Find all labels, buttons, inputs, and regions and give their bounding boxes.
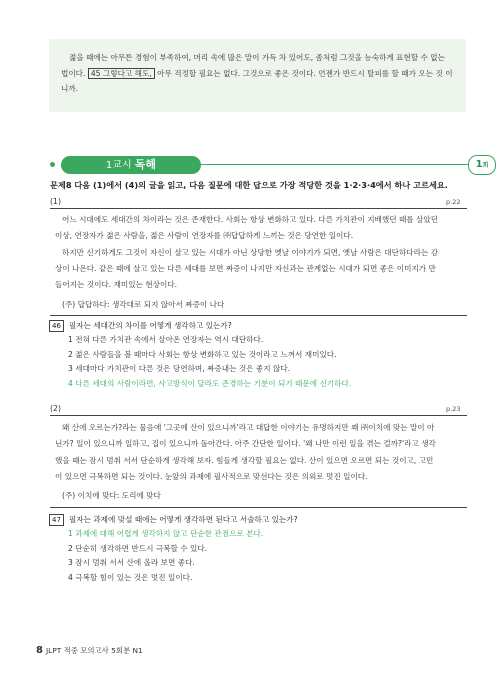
question-47-number: 47: [49, 514, 64, 526]
passage-2-top-rule: [50, 415, 467, 416]
section-pill-bold: 독해: [134, 158, 157, 171]
passage-2-line: 닌가? 일이 있으니까 일하고, 집이 있으니까 돌아간다. 아주 간단한 일이다. '왜 나만 이런 일을 겪는 걸까?'라고 생각: [55, 439, 436, 449]
passage-2-page: p.23: [446, 405, 461, 413]
choice-46-3[interactable]: 3 세대마다 가치관이 다른 것은 당연하며, 짜증내는 것은 좋지 않다.: [68, 364, 291, 374]
passage-1-label: (1): [50, 197, 62, 206]
choice-47-1-answer[interactable]: 1 과제에 대해 어렵게 생각하지 않고 단순한 관점으로 본다.: [68, 529, 264, 538]
question-header: 문제8 다음 (1)에서 (4)의 글을 읽고, 다음 질문에 대한 답으로 가장 적당한 것을 1·2·3·4에서 하나 고르세요.: [50, 180, 448, 190]
passage-1-line: 어느 시대에도 세대간의 차이라는 것은 존재한다. 사회는 항상 변화하고 있다. 다른 가치관이 지배했던 때를 살았던: [62, 215, 439, 224]
question-47-text: 필자는 과제에 맞설 때에는 어떻게 생각하면 된다고 서술하고 있는가?: [68, 515, 298, 524]
section-pill: [61, 156, 201, 174]
question-46-choices: [68, 333, 351, 392]
passage-2-note: (주) 이치에 맞다: 도리에 맞다: [62, 491, 161, 500]
passage-2-body: [55, 420, 465, 485]
passage-1-line: 하지만 신기하게도 그것이 자신이 살고 있는 시대가 아닌 상당한 옛날 이야기가 되면, 옛날 사람은 대단하다라는 감: [62, 247, 439, 257]
passage-2-bottom-rule: [50, 507, 467, 508]
passage-1-line: 들어지는 것이다. 재미있는 현상이다.: [55, 280, 178, 290]
passage-1-page: p.22: [446, 198, 461, 206]
passage-1-body: [55, 212, 465, 293]
intro-paragraph-box: [49, 39, 466, 112]
section-divider: [200, 164, 470, 165]
page-footer: [36, 645, 143, 656]
bullet-dot-icon: [50, 162, 55, 167]
choice-46-2[interactable]: 2 젊은 사람들을 볼 때마다 사회는 항상 변화하고 있는 것이라고 느껴서 재미있다.: [68, 349, 337, 359]
question-46: [49, 320, 232, 332]
choice-46-1[interactable]: 1 전혀 다른 가치관 속에서 살아온 연장자는 역시 대단하다.: [68, 335, 264, 344]
round-badge-num: 1: [475, 159, 483, 170]
choice-46-4-answer[interactable]: 4 다른 세대의 사람이라면, 사고방식이 달라도 존경하는 기분이 되기 때문에 신기하다.: [68, 379, 352, 389]
passage-1-top-rule: [50, 208, 467, 209]
section-header: [50, 155, 489, 175]
passage-1-line: 상이 나온다. 같은 때에 살고 있는 다른 세대를 보면 짜증이 나지만 자신과는 관계없는 시대가 되면 좋은 이미지가 만: [55, 263, 436, 273]
blank-45-box: 45 그렇다고 해도,: [88, 68, 155, 79]
question-47-choices: [68, 527, 263, 586]
footer-title: JLPT 적중 모의고사 5회분 N1: [45, 646, 143, 655]
passage-2-line: 왜 산에 오르는가?라는 물음에 '그곳에 산이 있으니까'라고 대답한 이야기는 유명하지만 꽤 ㈜이치에 맞는 말이 아: [62, 423, 435, 432]
intro-line-2-post: 아무 걱정할 필요는 없다. 그것으로 좋은 것이다. 언젠가 반드시 탈피를 할 때가 오는 것: [154, 68, 443, 78]
choice-47-3[interactable]: 3 잠시 멈춰 서서 산에 올라 보면 좋다.: [68, 558, 195, 568]
passage-2-label: (2): [50, 404, 62, 413]
question-47: [49, 514, 298, 526]
round-badge: [468, 155, 496, 175]
passage-1-note: (주) 답답하다: 생각대로 되지 않아서 짜증이 나다: [62, 300, 225, 309]
footer-page-number: 8: [36, 645, 43, 656]
choice-47-4[interactable]: 4 극복할 힘이 있는 것은 멋진 일이다.: [68, 573, 193, 583]
passage-2-line: 이 있으면 극복하면 되는 것이다. 눈앞의 과제에 필사적으로 맞선다는 것은 의외로 멋진 일이다.: [55, 471, 368, 481]
question-46-number: 46: [49, 320, 64, 332]
passage-2-line: 했을 때는 잠시 멈춰 서서 단순하게 생각해 보자. 힘들게 생각할 필요는 없다. 산이 있으면 오르면 되는 것이고, 고민: [55, 455, 434, 465]
choice-47-2[interactable]: 2 단순히 생각하면 반드시 극복할 수 있다.: [68, 543, 208, 553]
intro-line-2-pre: 법이다.: [61, 68, 88, 78]
passage-1-line: 이상, 연장자가 젊은 사람을, 젊은 사람이 연장자를 ㈜답답하게 느끼는 것은 당연한 일이다.: [55, 231, 354, 241]
question-46-text: 필자는 세대간의 차이를 어떻게 생각하고 있는가?: [68, 321, 232, 330]
round-badge-suffix: 회: [482, 162, 489, 169]
intro-line-1: 젊을 때에는 아무튼 경험이 부족하여, 머리 속에 많은 말이 가득 차 있어도, 좀처럼 그것을 능숙하게 표현할 수 없는: [69, 53, 445, 62]
intro-paragraph: [49, 39, 466, 97]
intro-line-3: 이니까.: [61, 68, 453, 93]
passage-1-bottom-rule: [50, 315, 467, 316]
section-pill-prefix: 1교시: [105, 160, 135, 171]
